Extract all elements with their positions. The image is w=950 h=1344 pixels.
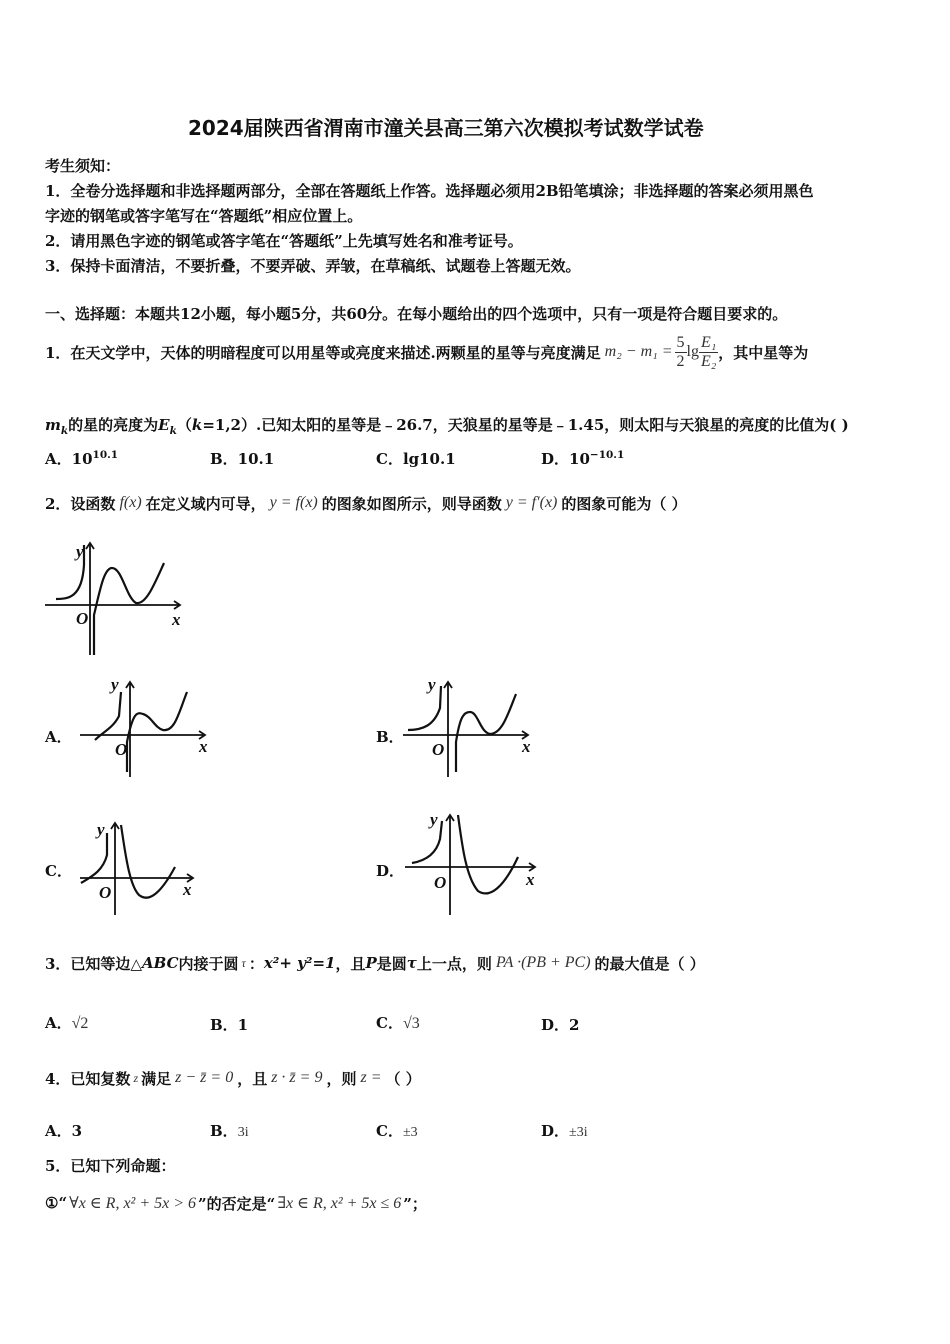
q5-item1-negation: ∃x ∈ R, x² + 5x ≤ 6 <box>277 1195 402 1212</box>
q1-formula-e1: E₁ <box>700 333 717 351</box>
q3-expression: PA ·(PB + PC) <box>495 954 591 971</box>
q4-z: z <box>133 1070 139 1085</box>
q2-option-d-label: D． <box>376 862 405 880</box>
q3-text-g: 的最大值是（ ） <box>594 954 705 973</box>
q2-text-a: 2．设函数 <box>45 494 116 513</box>
d-y-label: y <box>430 810 438 829</box>
q2-f3: y = f′(x) <box>505 494 558 511</box>
q2-option-a-label: A． <box>45 728 72 746</box>
q4-eq-3: z = <box>360 1069 382 1086</box>
q3-p: P <box>365 954 377 972</box>
q3-text-a: 3．已知等边△ <box>45 954 142 973</box>
q3-option-a <box>45 1012 88 1033</box>
q2-option-b-label: B． <box>376 728 404 746</box>
q3-option-a-value: √2 <box>71 1015 89 1032</box>
b-y-label: y <box>428 675 436 694</box>
q2-option-c-label: C． <box>45 862 72 880</box>
q1-line2-a: 的星的亮度为 <box>68 416 159 434</box>
q1-line2-b: （ <box>176 416 192 434</box>
a-curve-left <box>95 692 121 740</box>
q1-option-d <box>541 448 624 469</box>
question-5: 5．已知下列命题： <box>45 1157 176 1175</box>
q4-option-c <box>376 1120 418 1141</box>
notice-heading: 考生须知： <box>45 157 121 175</box>
q3-option-d: D．2 <box>541 1016 580 1034</box>
q1-k-sub: k <box>60 425 69 437</box>
notice-item-1: 1．全卷分选择题和非选择题两部分，全部在答题纸上作答。选择题必须用2B铅笔填涂；非选择题的答案必须用黑色 <box>45 182 814 200</box>
question-4 <box>45 1063 421 1093</box>
q3-abc: ABC <box>141 954 179 972</box>
q4-text-f: （ ） <box>385 1069 421 1088</box>
notice-item-2: 2．请用黑色字迹的钢笔或答字笔在“答题纸”上先填写姓名和准考证号。 <box>45 232 523 250</box>
q1-formula-lhs: m₂ − m₁ = <box>604 343 673 360</box>
question-1-line-1 <box>45 328 808 376</box>
q2-text-b: 在定义域内可导， <box>145 494 266 513</box>
q3-option-c <box>376 1012 420 1033</box>
q4-option-d-label: D． <box>541 1122 570 1140</box>
q1-formula-ratio <box>699 334 718 370</box>
q4-option-c-value: ±3 <box>402 1125 418 1140</box>
q1-formula-lg: lg <box>686 343 699 360</box>
c-curve-right <box>121 825 175 898</box>
q1-kval: k <box>191 416 203 434</box>
q4-option-d <box>541 1120 588 1141</box>
c-y-label: y <box>97 820 105 839</box>
a-curve-right <box>127 692 187 772</box>
b-curve-right <box>456 694 516 772</box>
q2-given-graph <box>40 535 190 660</box>
q5-item1-a: ①“ <box>45 1194 68 1212</box>
q1-option-a-label: A．10 <box>45 450 93 468</box>
b-curve-left <box>408 686 441 730</box>
q1-option-b: B．10.1 <box>210 450 275 468</box>
q4-text-b: 满足 <box>141 1069 172 1088</box>
q3-text-f: 上一点，则 <box>416 954 492 973</box>
q2-f1: f(x) <box>119 494 142 511</box>
q2-option-a-graph <box>75 672 220 782</box>
q3-text-c: ： <box>248 954 264 973</box>
page-title: 2024届陕西省渭南市潼关县高三第六次模拟考试数学试卷 <box>188 116 704 140</box>
a-x-label: x <box>199 737 208 756</box>
q1-formula-e2: E₂ <box>700 352 717 370</box>
given-curve-right <box>94 563 164 655</box>
given-origin-label: O <box>76 609 89 628</box>
q4-text-a: 4．已知复数 <box>45 1069 131 1088</box>
q1-e-sub: k <box>169 425 177 437</box>
c-origin-label: O <box>99 883 112 902</box>
q1-m: m <box>45 416 61 434</box>
question-1-line-2 <box>45 414 849 437</box>
q3-option-b: B．1 <box>210 1016 249 1034</box>
question-3 <box>45 948 705 978</box>
q4-option-a: A．3 <box>45 1122 83 1140</box>
d-origin-label: O <box>434 873 447 892</box>
given-y-label: y <box>76 542 84 561</box>
b-x-label: x <box>522 737 531 756</box>
q3-option-c-label: C． <box>376 1014 403 1032</box>
q1-option-a-sup: 10.1 <box>92 449 119 461</box>
question-2 <box>45 488 687 518</box>
q5-item-1 <box>45 1188 427 1218</box>
d-curve-right <box>458 815 518 893</box>
q1-line2-c: =1,2）.已知太阳的星等是﹣26.7，天狼星的星等是﹣1.45，则太阳与天狼星的亮度的比值为( ) <box>202 416 849 434</box>
q3-option-a-label: A． <box>45 1014 72 1032</box>
q4-text-c: ，且 <box>237 1069 268 1088</box>
q1-formula-num: 5 <box>676 333 685 351</box>
q4-option-c-label: C． <box>376 1122 403 1140</box>
q3-option-c-value: √3 <box>402 1015 420 1032</box>
q4-option-b-value: 3i <box>237 1125 249 1140</box>
q1-option-d-sup: −10.1 <box>589 449 625 461</box>
q3-text-b: 内接于圆 <box>178 954 239 973</box>
q4-eq-1: z − z̄ = 0 <box>175 1069 234 1086</box>
given-x-label: x <box>172 610 181 629</box>
q4-eq-2: z · z̄ = 9 <box>271 1069 323 1086</box>
q2-f2: y = f(x) <box>269 494 318 511</box>
q5-item1-proposition: ∀x ∈ R, x² + 5x > 6 <box>69 1195 197 1212</box>
q3-circle-eq: x²+ y²=1 <box>263 954 336 972</box>
q1-formula-den: 2 <box>676 352 685 370</box>
section-heading: 一、选择题：本题共12小题，每小题5分，共60分。在每小题给出的四个选项中，只有一项是符合题目要求的。 <box>45 305 788 323</box>
q1-e: E <box>158 416 170 434</box>
q3-tau-2: τ <box>406 954 417 972</box>
q1-formula-fraction <box>675 334 687 370</box>
q3-text-d: ，且 <box>335 954 366 973</box>
q4-option-b-label: B． <box>210 1122 238 1140</box>
q2-option-c-graph <box>75 815 200 920</box>
q4-option-b <box>210 1120 249 1141</box>
q2-text-d: 的图象可能为（ ） <box>561 494 687 513</box>
q2-option-b-graph <box>398 672 543 782</box>
q1-text-a: 1．在天文学中，天体的明暗程度可以用星等或亮度来描述.两颗星的星等与亮度满足 <box>45 343 601 362</box>
q1-option-d-label: D．10 <box>541 450 590 468</box>
q5-item1-c: ”； <box>403 1194 427 1213</box>
q3-text-e: 是圆 <box>376 954 407 973</box>
q3-tau: τ <box>241 955 246 970</box>
b-origin-label: O <box>432 740 445 759</box>
q1-option-c: C．lg10.1 <box>376 450 456 468</box>
notice-item-1-cont: 字迹的钢笔或答字笔写在“答题纸”相应位置上。 <box>45 207 363 225</box>
notice-item-3: 3．保持卡面清洁，不要折叠，不要弄破、弄皱，在草稿纸、试题卷上答题无效。 <box>45 257 581 275</box>
a-origin-label: O <box>115 740 128 759</box>
q1-text-b: ，其中星等为 <box>718 343 809 362</box>
c-curve-left <box>81 833 107 883</box>
q4-text-d: ，则 <box>326 1069 357 1088</box>
q2-text-c: 的图象如图所示，则导函数 <box>321 494 502 513</box>
d-x-label: x <box>526 870 535 889</box>
q2-option-d-graph <box>400 805 545 920</box>
c-x-label: x <box>183 880 192 899</box>
a-y-label: y <box>111 675 119 694</box>
q5-item1-b: ”的否定是“ <box>198 1194 276 1213</box>
q4-option-d-value: ±3i <box>569 1125 588 1140</box>
q1-option-a <box>45 448 118 469</box>
